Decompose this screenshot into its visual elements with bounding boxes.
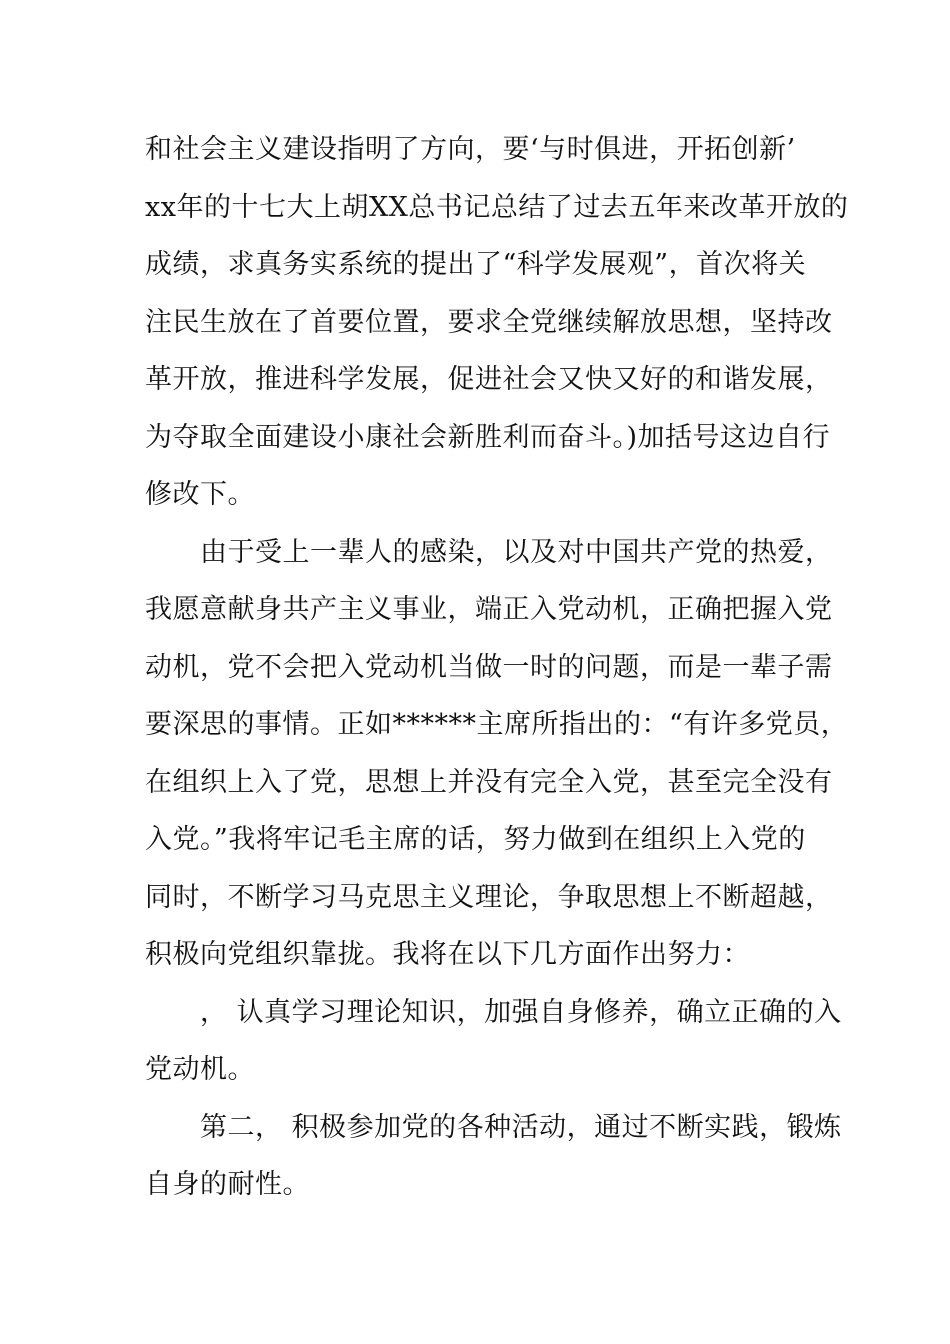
- text-line: 自身的耐性。: [145, 1169, 310, 1200]
- text-line: 为夺取全面建设小康社会新胜利而奋斗。)加括号这边自行: [145, 422, 831, 453]
- text-line: 第二， 积极参加党的各种活动，通过不断实践，锻炼: [200, 1112, 842, 1143]
- text-line: 入党。”我将牢记毛主席的话，努力做到在组织上入党的: [145, 824, 806, 855]
- text-line: 我愿意献身共产主义事业，端正入党动机，正确把握入党: [145, 594, 833, 625]
- text-line: 要深思的事情。正如******主席所指出的：“有许多党员，: [145, 709, 849, 740]
- text-line: 由于受上一辈人的感染，以及对中国共产党的热爱，: [200, 537, 833, 568]
- text-line: 动机，党不会把入党动机当做一时的问题，而是一辈子需: [145, 652, 833, 683]
- text-line: 同时，不断学习马克思主义理论，争取思想上不断超越，: [145, 882, 833, 913]
- text-line: 革开放，推进科学发展，促进社会又快又好的和谐发展，: [145, 364, 833, 395]
- text-line: xx年的十七大上胡XX总书记总结了过去五年来改革开放的: [145, 192, 849, 223]
- text-line: ， 认真学习理论知识，加强自身修养，确立正确的入: [200, 997, 842, 1028]
- text-line: 注民生放在了首要位置，要求全党继续解放思想，坚持改: [145, 307, 833, 338]
- text-line: 党动机。: [145, 1054, 255, 1085]
- text-line: 积极向党组织靠拢。我将在以下几方面作出努力：: [145, 939, 750, 970]
- text-line: 在组织上入了党，思想上并没有完全入党，甚至完全没有: [145, 767, 833, 798]
- text-line: 成绩，求真务实系统的提出了“科学发展观”，首次将关: [145, 249, 807, 280]
- text-line: 和社会主义建设指明了方向，要‘与时俱进，开拓创新’: [145, 134, 796, 165]
- text-line: 修改下。: [145, 479, 255, 510]
